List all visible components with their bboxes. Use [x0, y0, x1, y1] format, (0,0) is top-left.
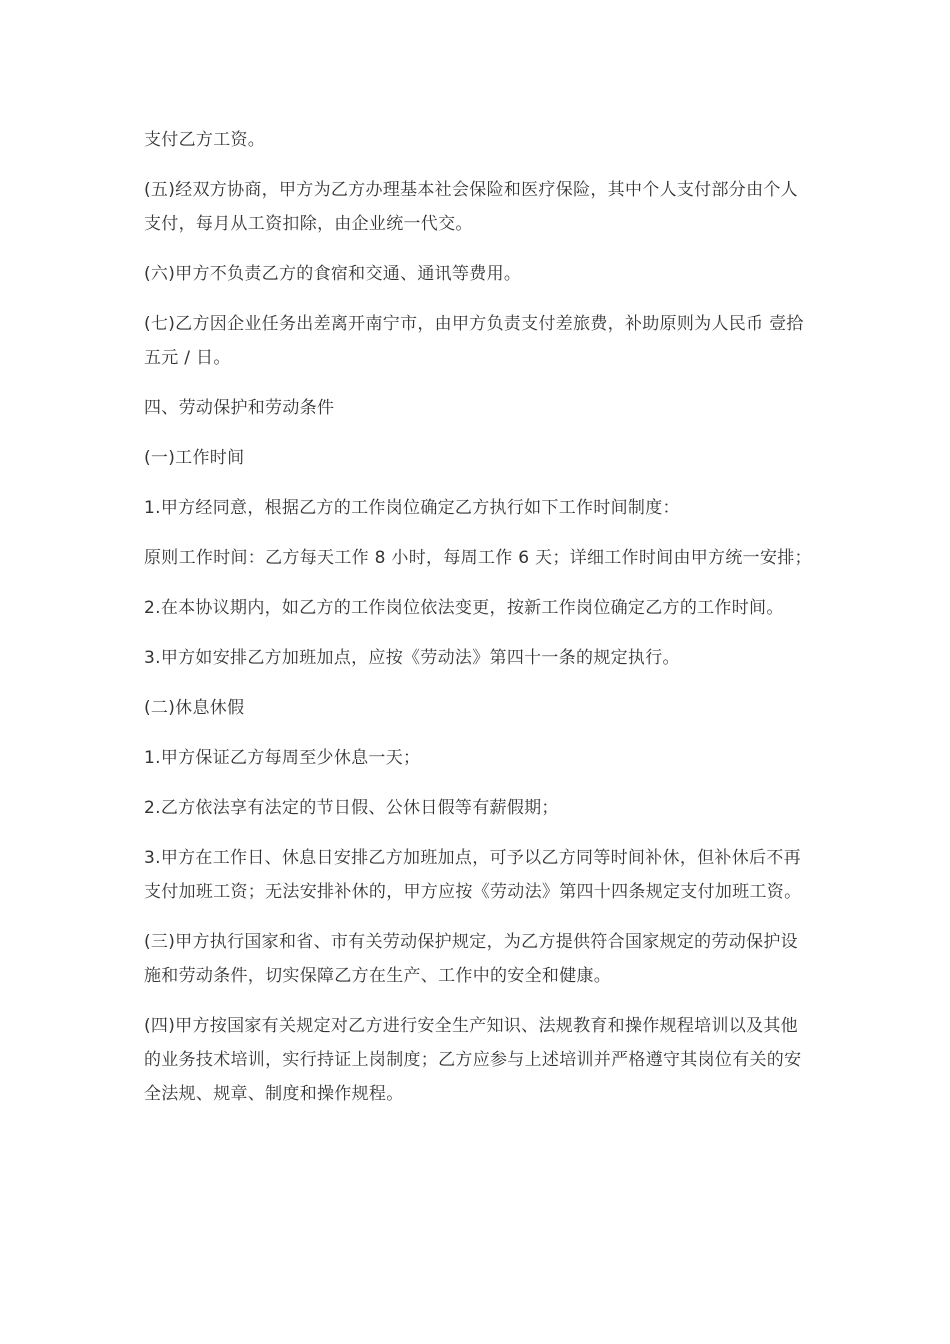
subheading-rest-leave: (二)休息休假: [144, 698, 245, 718]
paragraph-standard-hours: 原则工作时间：乙方每天工作 8 小时，每周工作 6 天；详细工作时间由甲方统一安排；: [144, 548, 812, 568]
paragraph-safety-conditions: (三)甲方执行国家和省、市有关劳动保护规定，为乙方提供符合国家规定的劳动保护设施和劳动条件，切实保障乙方在生产、工作中的安全和健康。: [144, 932, 798, 986]
paragraph-safety-training: (四)甲方按国家有关规定对乙方进行安全生产知识、法规教育和操作规程培训以及其他的业务技术培训，实行持证上岗制度；乙方应参与上述培训并严格遵守其岗位有关的安全法规、规章、制度和操作规程。: [144, 1016, 802, 1104]
paragraph-overtime-rule: 3.甲方如安排乙方加班加点，应按《劳动法》第四十一条的规定执行。: [144, 648, 680, 668]
paragraph-compensatory-leave: 3.甲方在工作日、休息日安排乙方加班加点，可予以乙方同等时间补休，但补休后不再支付加班工资；无法安排补休的，甲方应按《劳动法》第四十四条规定支付加班工资。: [144, 848, 802, 902]
paragraph-paid-holidays: 2.乙方依法享有法定的节日假、公休日假等有薪假期；: [144, 798, 559, 818]
paragraph-social-insurance: (五)经双方协商，甲方为乙方办理基本社会保险和医疗保险，其中个人支付部分由个人支付，每月从工资扣除，由企业统一代交。: [144, 180, 798, 234]
section-heading-labor-protection: 四、劳动保护和劳动条件: [144, 398, 335, 418]
document-body: [144, 123, 814, 1127]
paragraph-position-change: 2.在本协议期内，如乙方的工作岗位依法变更，按新工作岗位确定乙方的工作时间。: [144, 598, 784, 618]
paragraph-hours-system: 1.甲方经同意，根据乙方的工作岗位确定乙方执行如下工作时间制度：: [144, 498, 680, 518]
paragraph-food-transport: (六)甲方不负责乙方的食宿和交通、通讯等费用。: [144, 264, 522, 284]
paragraph-salary-end: 支付乙方工资。: [144, 130, 266, 150]
paragraph-weekly-rest: 1.甲方保证乙方每周至少休息一天；: [144, 748, 421, 768]
subheading-working-hours: (一)工作时间: [144, 448, 245, 468]
paragraph-travel-allowance: (七)乙方因企业任务出差离开南宁市，由甲方负责支付差旅费，补助原则为人民币 壹拾五元 / 日。: [144, 314, 804, 368]
